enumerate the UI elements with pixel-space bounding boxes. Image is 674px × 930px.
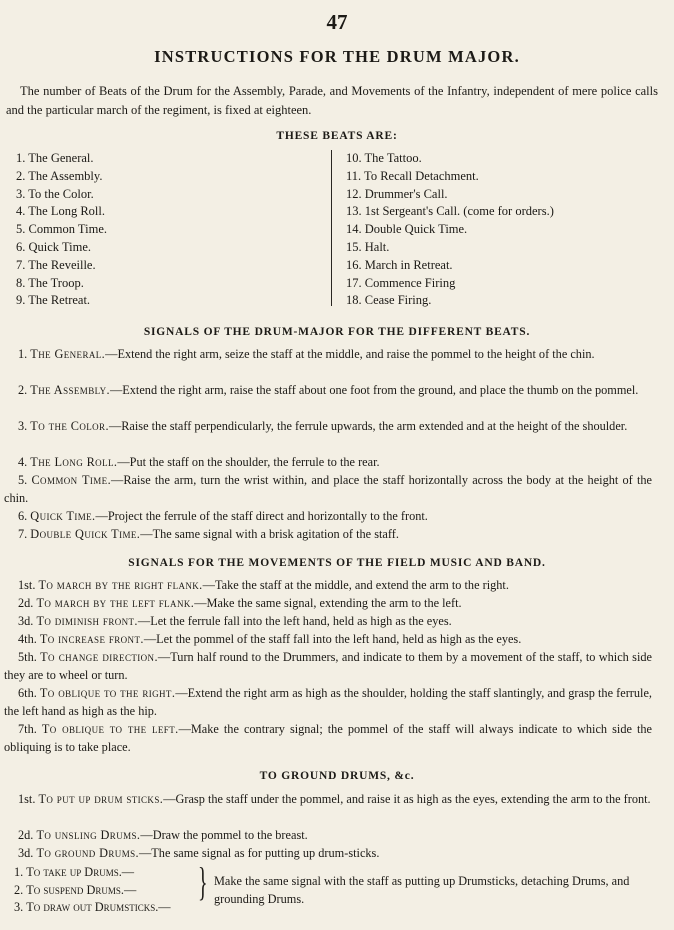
instruction-number: 4. — [18, 455, 31, 469]
instruction-paragraph — [4, 345, 652, 363]
instruction-paragraph — [4, 720, 652, 756]
instruction-number: 1. — [18, 347, 31, 361]
instruction-text: —Put the staff on the shoulder, the ferrule to the rear. — [117, 455, 380, 469]
column-divider — [331, 150, 332, 306]
beat-item: 12. Drummer's Call. — [346, 186, 448, 201]
brace-symbol: } — [198, 859, 208, 904]
instruction-number: 7th. — [18, 722, 42, 736]
instruction-lead: To march by the left flank. — [36, 596, 195, 610]
instruction-paragraph — [4, 417, 652, 435]
instruction-lead: Common Time. — [31, 473, 112, 487]
instruction-lead: To the Color. — [30, 419, 109, 433]
final-list-dash: — — [123, 882, 137, 897]
beat-item: 1. The General. — [16, 151, 94, 165]
instruction-lead: To unsling Drums. — [36, 828, 141, 842]
instruction-paragraph — [4, 471, 652, 507]
final-list-dash: — — [158, 900, 171, 914]
instruction-number: 3. — [18, 419, 31, 433]
beats-heading: THESE BEATS ARE: — [276, 130, 398, 142]
instruction-lead: To ground Drums. — [36, 846, 139, 860]
instruction-number: 4th. — [18, 632, 40, 646]
instruction-paragraph — [4, 594, 652, 612]
instruction-text: —Raise the arm, turn the wrist within, and place the staff horizontally across the body at the height of the chin. — [4, 473, 652, 505]
instruction-number: 1st. — [18, 792, 39, 806]
instruction-paragraph — [4, 507, 652, 525]
final-list-dash: — — [121, 865, 135, 879]
beats-list-right — [346, 150, 554, 310]
instruction-text: —Draw the pommel to the breast. — [140, 828, 308, 842]
instruction-paragraph — [4, 576, 652, 594]
instruction-number: 7. — [18, 527, 31, 541]
instruction-text: —Let the pommel of the staff fall into the left hand, held as high as the eyes. — [143, 632, 522, 646]
instruction-lead: Double Quick Time. — [30, 527, 141, 541]
beat-item: 3. To the Color. — [16, 186, 94, 201]
instruction-lead: To oblique to the left. — [41, 722, 179, 736]
signals-heading: SIGNALS OF THE DRUM-MAJOR FOR THE DIFFERENT BEATS. — [143, 326, 531, 338]
beat-item: 15. Halt. — [346, 239, 390, 254]
instruction-paragraph — [4, 844, 652, 862]
instruction-number: 2d. — [18, 596, 37, 610]
beat-item: 18. Cease Firing. — [346, 293, 432, 308]
instruction-text: —Make the contrary signal; the pommel of the staff will always indicate to which side the obliquing is to take place. — [4, 722, 652, 754]
final-list-item — [14, 882, 171, 900]
beat-item: 14. Double Quick Time. — [346, 222, 468, 237]
instruction-number: 5th. — [18, 650, 41, 664]
instruction-number: 1st. — [18, 578, 39, 592]
final-list-number: 1. — [14, 865, 27, 879]
instruction-text: —Raise the staff perpendicularly, the ferrule upwards, the arm extended and at the height of the shoulder. — [108, 419, 628, 433]
instruction-text: —Grasp the staff under the pommel, and raise it as high as the eyes, extending the arm to the front. — [163, 792, 651, 806]
instruction-lead: To put up drum sticks. — [38, 792, 164, 806]
final-list-item — [14, 899, 171, 917]
instruction-text: —Let the ferrule fall into the left hand, held as high as the eyes. — [137, 614, 452, 628]
instruction-lead: To diminish front. — [36, 614, 138, 628]
beat-item: 13. 1st Sergeant's Call. (come for orders.) — [346, 204, 554, 219]
instruction-paragraph — [4, 453, 652, 471]
instruction-number: 2. — [18, 383, 31, 397]
final-list-lead: To suspend Drums. — [26, 882, 124, 897]
final-list-item — [14, 864, 171, 882]
beats-list-left — [16, 150, 107, 310]
instruction-text: —Make the same signal, extending the arm to the left. — [194, 596, 462, 610]
final-list-number: 2. — [14, 882, 27, 897]
instruction-paragraph — [4, 790, 652, 808]
beat-item: 9. The Retreat. — [16, 293, 91, 308]
brace-text: Make the same signal with the staff as putting up Drumsticks, detaching Drums, and grounding Drums. — [214, 874, 630, 906]
beat-item: 7. The Reveille. — [16, 257, 96, 272]
instruction-number: 3d. — [18, 614, 37, 628]
page-title: INSTRUCTIONS FOR THE DRUM MAJOR. — [154, 47, 520, 66]
beat-item: 5. Common Time. — [16, 222, 107, 237]
final-list-lead: To take up Drums. — [26, 865, 122, 879]
instruction-number: 5. — [18, 473, 32, 487]
final-list-number: 3. — [14, 900, 27, 914]
beat-item: 4. The Long Roll. — [16, 204, 106, 219]
instruction-text: —Project the ferrule of the staff direct and horizontally to the front. — [95, 509, 428, 523]
instruction-number: 6. — [18, 509, 31, 523]
instruction-lead: To change direction. — [40, 650, 158, 664]
beat-item: 2. The Assembly. — [16, 168, 103, 183]
beat-item: 17. Commence Firing — [346, 275, 456, 290]
instruction-paragraph — [4, 684, 652, 720]
instruction-lead: The Assembly. — [30, 383, 110, 397]
instruction-paragraph — [4, 826, 652, 844]
instruction-text: —The same signal with a brisk agitation of the staff. — [140, 527, 399, 541]
instruction-number: 2d. — [18, 828, 37, 842]
movements-heading: SIGNALS FOR THE MOVEMENTS OF THE FIELD MUSIC AND BAND. — [128, 557, 546, 569]
instruction-text: —The same signal as for putting up drum-sticks. — [138, 846, 380, 860]
beat-item: 8. The Troop. — [16, 275, 84, 290]
instruction-lead: Quick Time. — [30, 509, 96, 523]
instruction-text: —Extend the right arm as high as the shoulder, holding the staff slantingly, and grasp the ferrule, the left hand as high as the hip. — [4, 686, 652, 718]
instruction-number: 6th. — [18, 686, 40, 700]
beat-item: 16. March in Retreat. — [346, 257, 453, 272]
instruction-lead: To increase front. — [39, 632, 144, 646]
beat-item: 10. The Tattoo. — [346, 151, 422, 165]
page-number: 47 — [326, 10, 348, 34]
beat-item: 6. Quick Time. — [16, 239, 92, 254]
instruction-paragraph — [4, 648, 652, 684]
instruction-paragraph — [4, 630, 652, 648]
instruction-lead: To oblique to the right. — [39, 686, 176, 700]
instruction-lead: To march by the right flank. — [38, 578, 203, 592]
instruction-paragraph — [4, 381, 652, 399]
instruction-text: —Extend the right arm, seize the staff at the middle, and raise the pommel to the height of the chin. — [105, 347, 595, 361]
intro-paragraph: The number of Beats of the Drum for the Assembly, Parade, and Movements of the Infantry, independent of mere police calls and the particular march of the regiment, is fixed at eighteen. — [6, 84, 658, 117]
final-list — [14, 864, 171, 917]
instruction-paragraph — [4, 525, 652, 543]
instruction-text: —Take the staff at the middle, and extend the arm to the right. — [202, 578, 509, 592]
beat-item: 11. To Recall Detachment. — [346, 168, 479, 183]
instruction-lead: The General. — [30, 347, 106, 361]
ground-heading: TO GROUND DRUMS, &c. — [259, 770, 415, 782]
instruction-lead: The Long Roll. — [30, 455, 118, 469]
final-list-lead: To draw out Drumsticks. — [26, 900, 159, 914]
instruction-text: —Extend the right arm, raise the staff about one foot from the ground, and place the thumb on the pommel. — [109, 383, 639, 397]
instruction-text: —Turn half round to the Drummers, and indicate to them by a movement of the staff, to which side they are to wheel or turn. — [4, 650, 652, 682]
instruction-paragraph — [4, 612, 652, 630]
instruction-number: 3d. — [18, 846, 37, 860]
